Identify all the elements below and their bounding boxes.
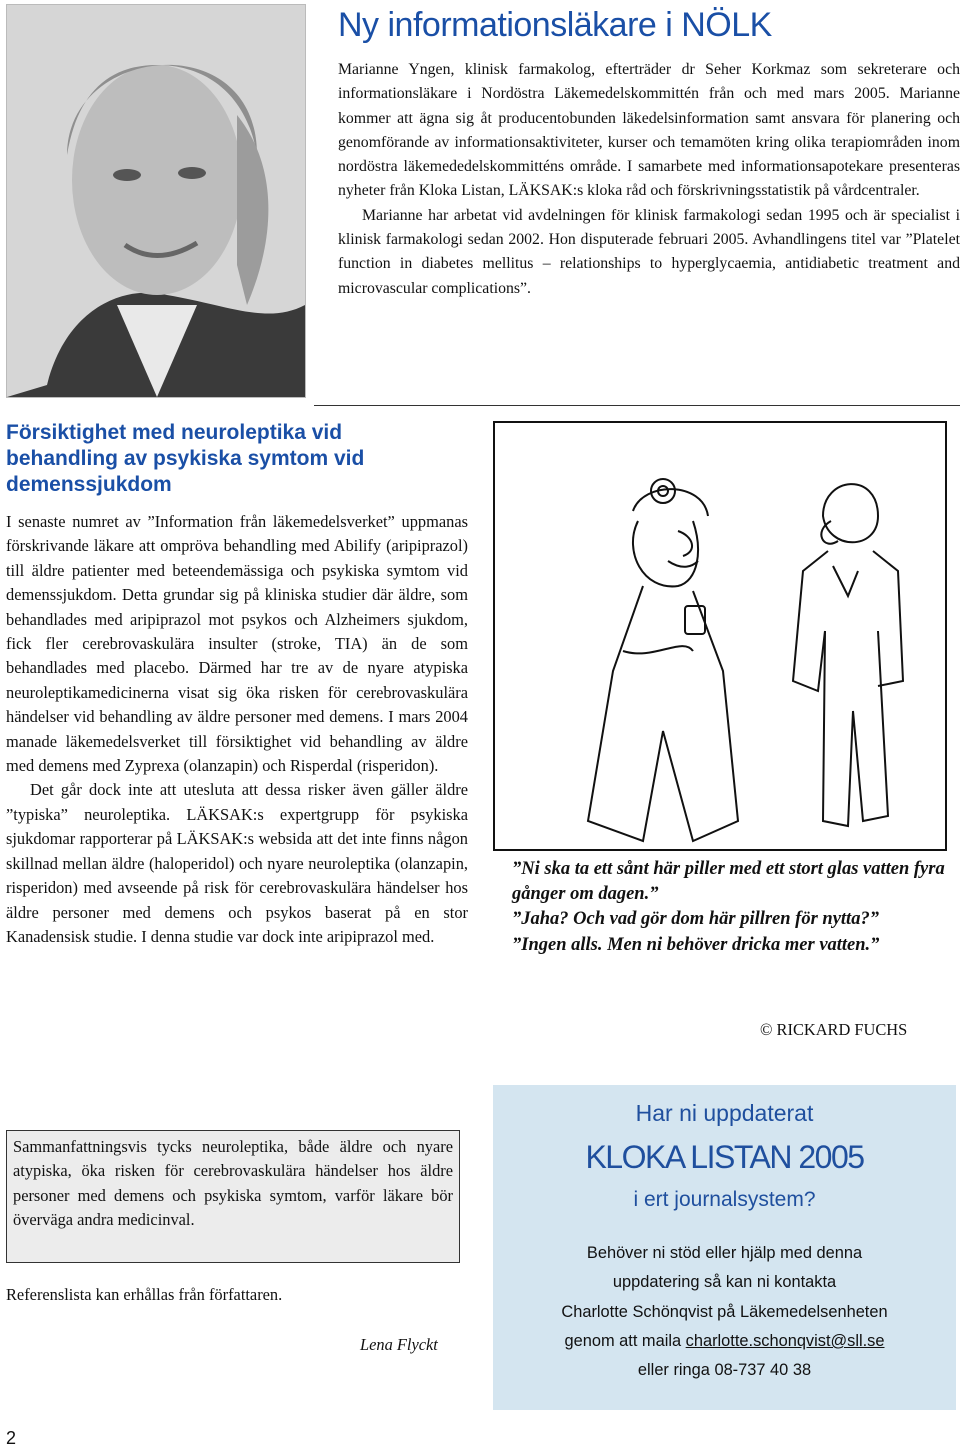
article-paragraph-1: I senaste numret av ”Information från läkemedelsverket” uppmanas förskrivande läkare att ompröva behandling med Abilify (aripiprazol) till äldre patienter med beteendemässiga och psykiska symtom vid demenssjukdom. Detta grundar sig på kliniska studier där äldre, som behandlades med aripiprazol mot psykos och Alzheimers sjukdom, fick fler cerebrovaskulära insulter (stroke, TIA) än de som behandlades med placebo. Därmed har tre av de nyare atypiska neuroleptikamedicinerna visat sig öka risken för cerebrovaskulära händelser vid behandling av äldre personer med demens. I mars 2004 manade läkemedelsverket till försiktighet vid behandling av äldre med demens med Zyprexa (olanzapin) och Risperdal (risperidon). [6,512,468,776]
caption-line-3: ”Ingen alls. Men ni behöver dricka mer vatten.” [512,934,880,955]
portrait-photo [6,4,306,398]
references-note: Referenslista kan erhållas från författaren. [6,1285,283,1304]
cartoon-caption [512,857,952,958]
promo-body-line-1: Behöver ni stöd eller hjälp med denna [586,1244,863,1262]
promo-mail-prefix: genom att maila [564,1331,686,1350]
nolk-article-body [338,58,960,301]
promo-body-line-2: uppdatering så kan ni kontakta [612,1273,837,1292]
promo-headline: KLOKA LISTAN 2005 [585,1139,864,1175]
article-body [6,510,468,949]
author-signature: Lena Flyckt [360,1335,438,1354]
nolk-paragraph-2: Marianne har arbetat vid avdelningen för klinisk farmakologi sedan 1995 och är specialist i klinisk farmakologi sedan 2002. Hon disputerade februari 2005. Avhandlingens titel var ”Platelet function in diabetes mellitus – relationships to hyperglycaemia, antidiabetic treatment and microvascular complications”. [338,206,960,297]
cartoon-illustration [493,421,947,851]
page-number: 2 [6,1428,17,1448]
article-heading: Försiktighet med neuroleptika vid behandling av psykiska symtom vid demenssjukdom [6,421,365,496]
nolk-title: Ny informationsläkare i NÖLK [338,6,772,44]
summary-box: Sammanfattningsvis tycks neuroleptika, både äldre och nyare atypiska, öka risken för cerebrovaskulära händelser hos äldre personer med demens och psykiska symtom, varför läkare bör överväga andra medicinval. [6,1130,460,1263]
promo-line-1: Har ni uppdaterat [635,1100,814,1126]
article-paragraph-2: Det går dock inte att utesluta att dessa risker även gäller äldre ”typiska” neuroleptika. LÄKSAK:s expertgrupp för psykiska sjukdomar rapporterar på LÄKSAK:s websida att det inte finns någon skillnad mellan äldre (haloperidol) och nyare neuroleptika (olanzapin, risperidon) med avseende på risk för cerebrovaskulära händelser hos äldre personer med demens och psykos baserat på en stor Kanadensisk studie. I denna studie var dock inte aripiprazol med. [6,780,468,946]
promo-body-line-3: Charlotte Schönqvist på Läkemedelsenheten [561,1302,888,1321]
promo-body-line-4 [493,1327,956,1356]
caption-line-2: ”Jaha? Och vad gör dom här pillren för nytta?” [512,909,879,930]
caption-line-1: ”Ni ska ta ett sånt här piller med ett stort glas vatten fyra gånger om dagen.” [512,859,945,905]
email-link[interactable]: charlotte.schonqvist@sll.se [685,1331,885,1350]
nolk-paragraph-1: Marianne Yngen, klinisk farmakolog, efterträder dr Seher Korkmaz som sekreterare och informationsläkare i Nordöstra Läkemedelskommittén från och med mars 2005. Marianne kommer att ägna sig åt producentobunden läkedelsinformation samt ansvara för planering och genomförande av informationsaktiviteter, kurser och temamöten kring olika terapiområden inom nordöstra läkemededelskommitténs område. I samarbete med informationsapotekare presenteras nyheter från Kloka Listan, LÄKSAK:s kloka råd och förskrivningsstatistik på vårdcentraler. [338,61,960,200]
section-divider [314,405,960,406]
kloka-listan-promo-box [493,1085,956,1410]
cartoon-copyright: © RICKARD FUCHS [760,1020,908,1039]
promo-line-3: i ert journalsystem? [633,1188,816,1211]
promo-body [493,1239,956,1385]
promo-body-line-5: eller ringa 08-737 40 38 [637,1361,812,1380]
